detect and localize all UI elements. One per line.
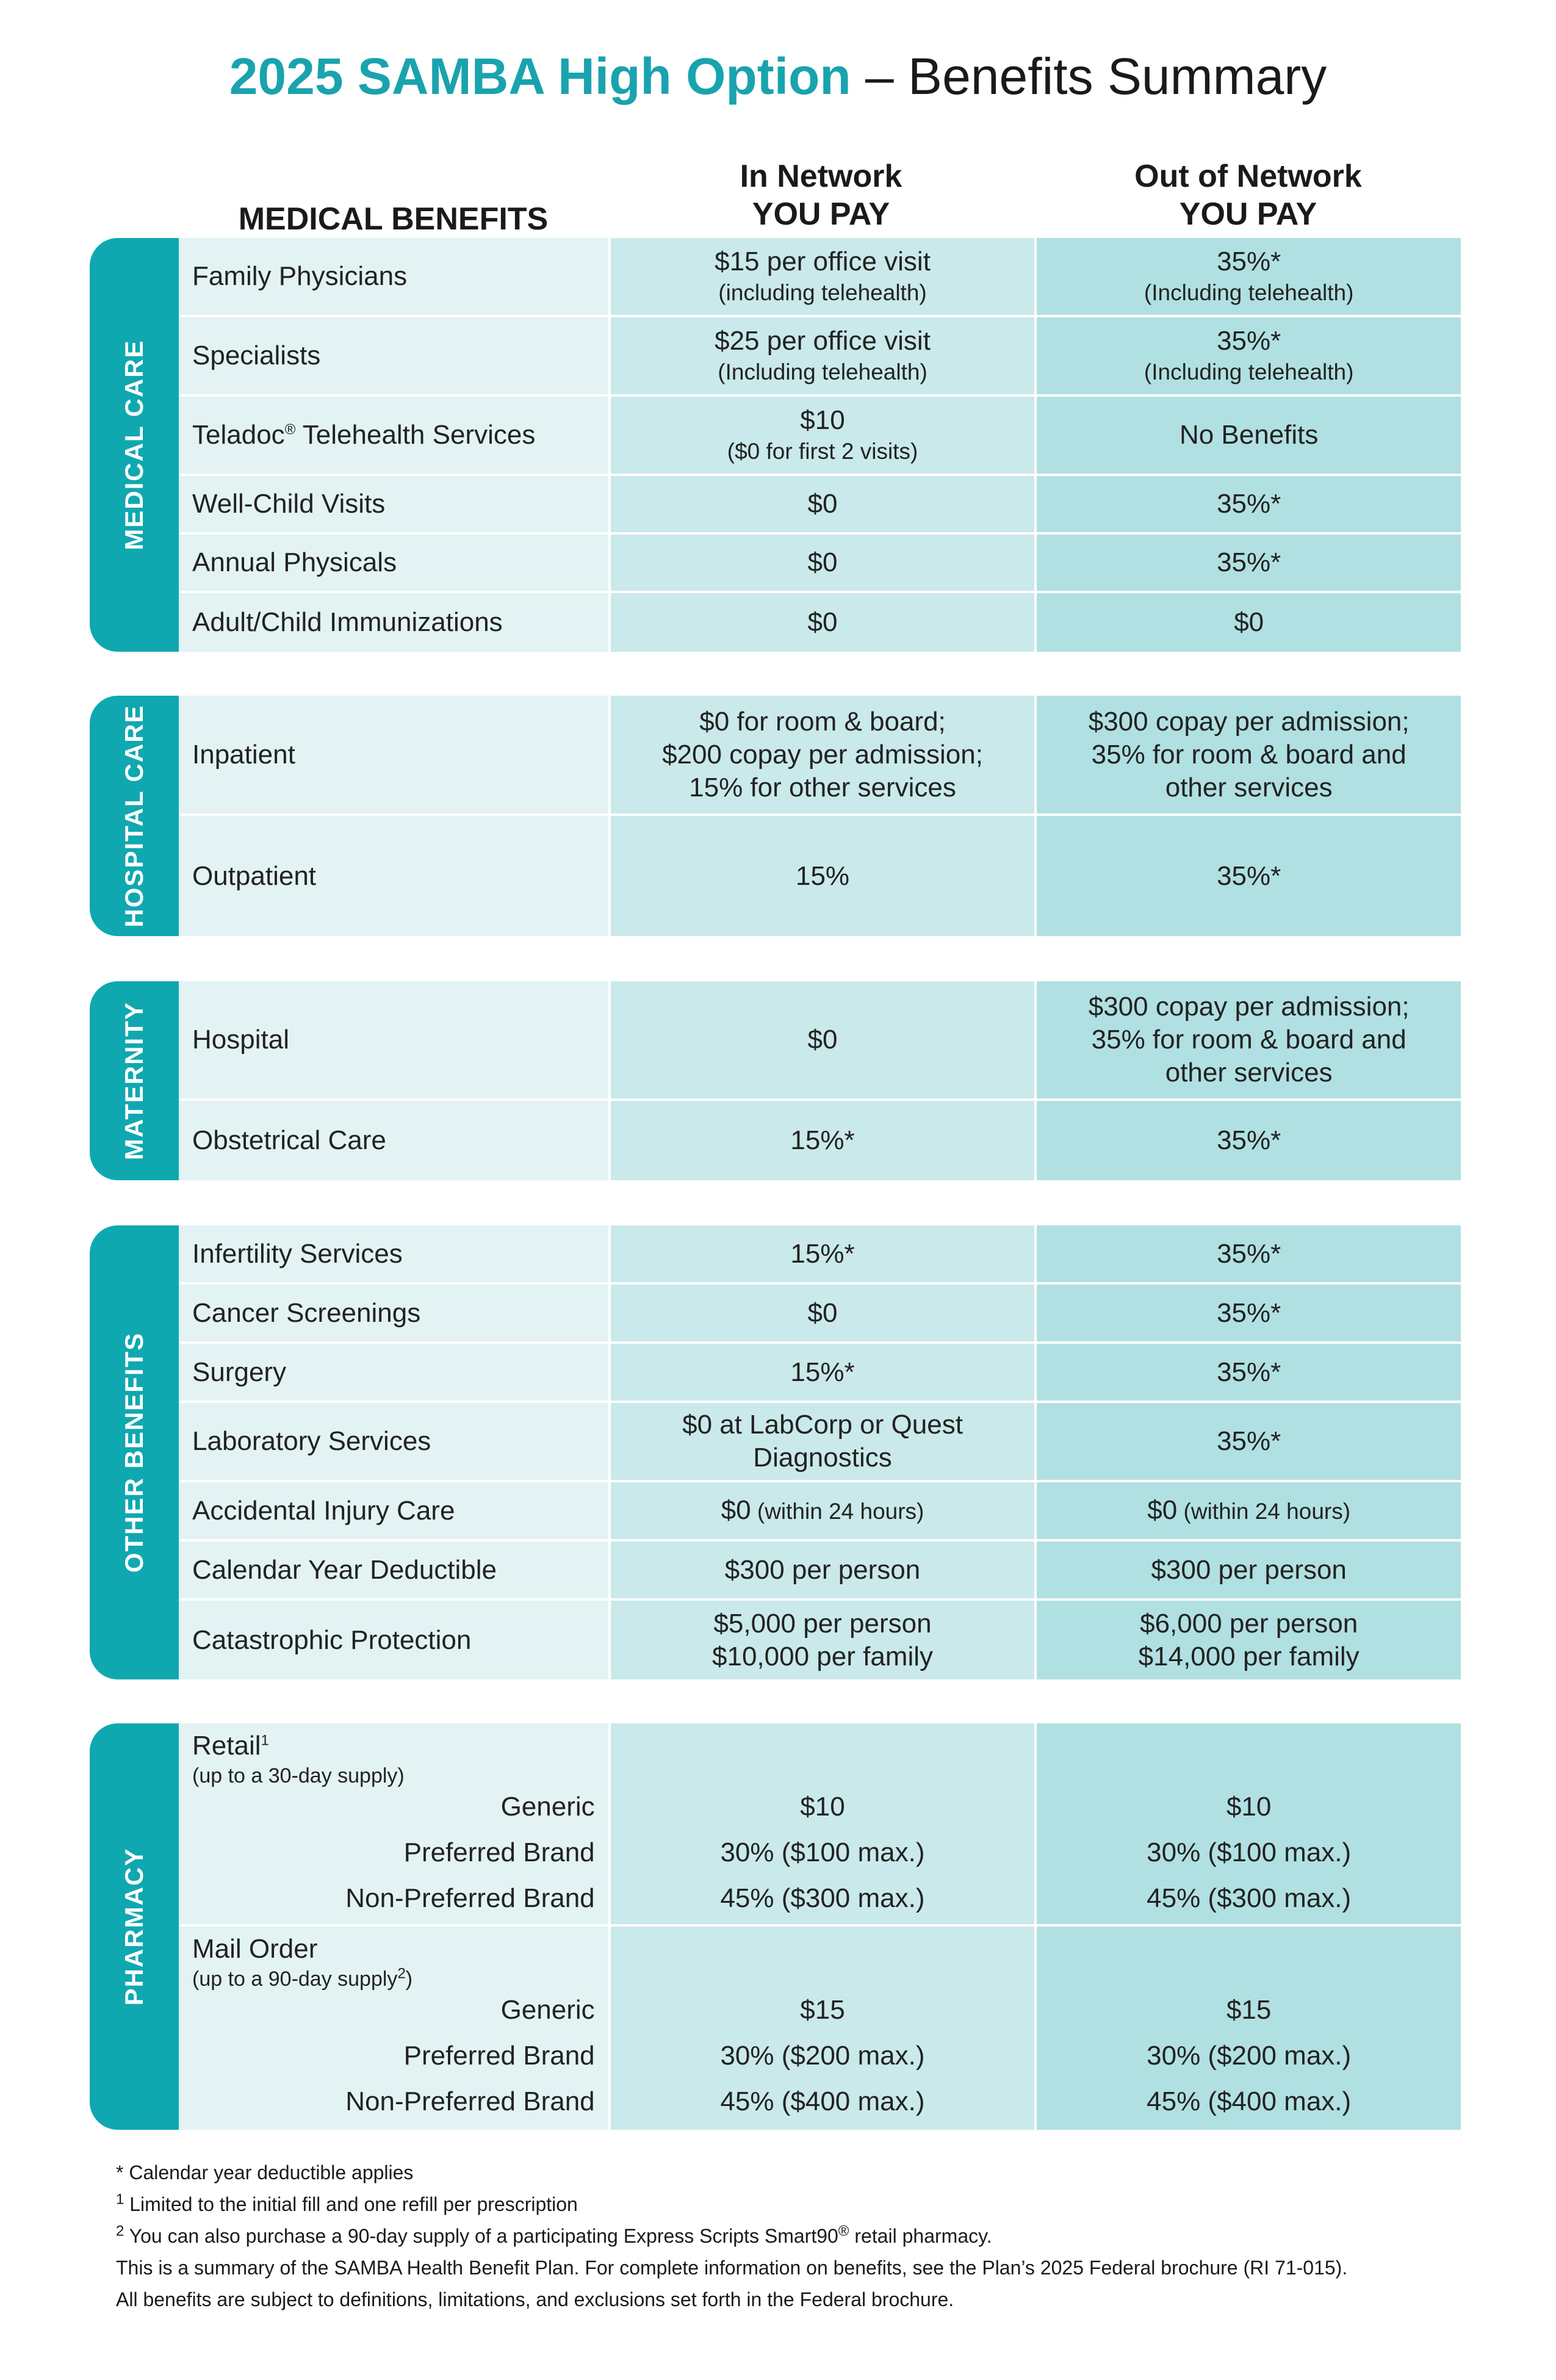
- footnote-marker: 2: [116, 2223, 124, 2240]
- value-line: $200 copay per admission;: [662, 739, 983, 770]
- out-network-value: 35%*: [1034, 1403, 1461, 1480]
- value-line: $300 copay per admission;: [1088, 992, 1410, 1022]
- out-network-value: [1034, 1601, 1461, 1679]
- value-line: other services: [1165, 772, 1333, 802]
- benefit-label: Inpatient: [179, 696, 608, 813]
- mail-order-out-network: [1034, 1927, 1461, 2130]
- medical-benefits-header: MEDICAL BENEFITS: [238, 201, 549, 237]
- value-line: $0 at LabCorp or Quest: [682, 1410, 963, 1440]
- benefit-label: Accidental Injury Care: [179, 1482, 608, 1539]
- in-network-value: $0: [608, 535, 1035, 591]
- value-main: 35%*: [1217, 326, 1281, 356]
- title-highlight: 2025 SAMBA High Option: [229, 48, 851, 105]
- in-network-value: [608, 397, 1035, 474]
- footnote-text-end: retail pharmacy.: [849, 2225, 992, 2247]
- benefit-label: Adult/Child Immunizations: [179, 593, 608, 652]
- value-note: (within 24 hours): [751, 1498, 924, 1524]
- benefit-label: Annual Physicals: [179, 535, 608, 591]
- mail-order-in-network: [608, 1927, 1035, 2130]
- benefit-label: Laboratory Services: [179, 1403, 608, 1480]
- drug-tier-label: Preferred Brand: [403, 2041, 595, 2071]
- table-row: [179, 816, 1461, 936]
- in-network-value: $0: [608, 981, 1035, 1098]
- in-network-value: $0: [608, 593, 1035, 652]
- value-line: other services: [1165, 1058, 1333, 1087]
- out-network-value: 35%*: [1034, 1101, 1461, 1180]
- table-row: [179, 397, 1461, 476]
- benefit-label: Obstetrical Care: [179, 1101, 608, 1180]
- value-main: $15 per office visit: [715, 247, 931, 276]
- out-network-value: No Benefits: [1034, 397, 1461, 474]
- in-network-value: [608, 238, 1035, 315]
- in-network-value: [608, 317, 1035, 394]
- out-network-header-line2: YOU PAY: [1179, 197, 1317, 232]
- registered-mark: ®: [284, 421, 296, 438]
- out-network-value: 45% ($300 max.): [1147, 1883, 1352, 1913]
- benefit-label: Family Physicians: [179, 238, 608, 315]
- out-network-value: 30% ($100 max.): [1147, 1837, 1352, 1867]
- page-title: [0, 43, 1556, 110]
- in-network-value: $0: [608, 476, 1035, 532]
- in-network-value: 15%*: [608, 1225, 1035, 1282]
- out-network-value: $15: [1226, 1995, 1272, 2025]
- benefit-label: Surgery: [179, 1344, 608, 1401]
- out-network-value: $10: [1226, 1792, 1272, 1822]
- benefit-label: [179, 397, 608, 474]
- benefit-label: Catastrophic Protection: [179, 1601, 608, 1679]
- footnote-marker: 1: [261, 1732, 269, 1749]
- value-line: $14,000 per family: [1138, 1641, 1360, 1671]
- title-rest: – Benefits Summary: [851, 48, 1327, 105]
- in-network-value: 45% ($300 max.): [720, 1883, 925, 1913]
- table-row: [179, 238, 1461, 317]
- in-network-value: $15: [800, 1995, 845, 2025]
- footnote-marker: 1: [116, 2191, 124, 2208]
- out-network-value: [1034, 238, 1461, 315]
- out-network-value: 35%*: [1034, 535, 1461, 591]
- out-network-value: 35%*: [1034, 476, 1461, 532]
- section-tab-label: PHARMACY: [120, 1847, 148, 2006]
- summary-disclaimer: This is a summary of the SAMBA Health Benefit Plan. For complete information on benefits, see the Plan’s 2025 Federal brochure (RI 71-015).: [116, 2257, 1348, 2279]
- supply-note-end: ): [405, 1967, 413, 1991]
- section-tab-label: OTHER BENEFITS: [120, 1332, 148, 1573]
- mail-order-labels: [179, 1927, 608, 2130]
- footnote-text: Limited to the initial fill and one refill per prescription: [124, 2193, 578, 2215]
- mail-order-block: [179, 1927, 1461, 2130]
- medical-care-section: [90, 238, 1461, 652]
- benefit-label: Calendar Year Deductible: [179, 1542, 608, 1598]
- in-network-header-line2: YOU PAY: [752, 197, 890, 232]
- drug-tier-label: Generic: [500, 1792, 595, 1822]
- footnote-marker: 2: [397, 1965, 406, 1982]
- benefit-label: Cancer Screenings: [179, 1285, 608, 1341]
- table-row: [179, 696, 1461, 816]
- retail-labels: [179, 1723, 608, 1924]
- benefit-label: Infertility Services: [179, 1225, 608, 1282]
- out-of-network-header: [1036, 157, 1461, 233]
- table-row: [179, 476, 1461, 535]
- in-network-value: [608, 696, 1035, 813]
- benefit-rows: [179, 981, 1461, 1180]
- value-note: ($0 for first 2 visits): [727, 439, 918, 464]
- value-line: 15% for other services: [689, 772, 956, 802]
- label-main: Teladoc: [192, 420, 285, 450]
- other-benefits-section: [90, 1225, 1461, 1679]
- out-network-value: [1034, 696, 1461, 813]
- footnote-text: You can also purchase a 90-day supply of a participating Express Scripts Smart90: [124, 2225, 838, 2247]
- in-network-value: 15%*: [608, 1344, 1035, 1401]
- value-note: (including telehealth): [718, 280, 927, 305]
- table-row: [179, 1101, 1461, 1180]
- value-main: $10: [800, 405, 845, 435]
- out-network-value: $0: [1034, 593, 1461, 652]
- in-network-value: 15%*: [608, 1101, 1035, 1180]
- value-line: $5,000 per person: [713, 1608, 932, 1639]
- table-row: [179, 1225, 1461, 1285]
- supply-note-text: (up to a 90-day supply: [192, 1967, 398, 1991]
- value-line: $10,000 per family: [712, 1641, 934, 1671]
- in-network-value: $10: [800, 1792, 845, 1822]
- value-main: $25 per office visit: [715, 326, 931, 356]
- retail-block: [179, 1723, 1461, 1927]
- value-line: 35% for room & board and: [1091, 739, 1407, 770]
- footnote-deductible: * Calendar year deductible applies: [116, 2162, 414, 2183]
- limitations-disclaimer: All benefits are subject to definitions, limitations, and exclusions set forth in the Federal brochure.: [116, 2288, 954, 2310]
- in-network-value: [608, 1482, 1035, 1539]
- benefit-label: Hospital: [179, 981, 608, 1098]
- benefit-rows: [179, 1225, 1461, 1679]
- drug-tier-label: Non-Preferred Brand: [345, 2086, 595, 2116]
- retail-out-network: [1034, 1723, 1461, 1924]
- in-network-value: 15%: [608, 816, 1035, 936]
- value-note: (Including telehealth): [718, 359, 927, 384]
- in-network-value: [608, 1403, 1035, 1480]
- table-row: [179, 981, 1461, 1101]
- value-main: $0: [721, 1495, 751, 1525]
- table-row: [179, 593, 1461, 652]
- mail-order-title: Mail Order: [192, 1934, 318, 1964]
- drug-tier-label: Generic: [500, 1995, 595, 2025]
- value-line: $6,000 per person: [1140, 1608, 1358, 1639]
- in-network-value: [608, 1601, 1035, 1679]
- section-tab-maternity: [90, 981, 179, 1180]
- in-network-value: 30% ($100 max.): [720, 1837, 925, 1867]
- in-network-value: $0: [608, 1285, 1035, 1341]
- footnotes: [116, 2160, 1489, 2319]
- retail-title: [192, 1731, 269, 1761]
- value-line: Diagnostics: [753, 1443, 892, 1473]
- benefit-rows: [179, 696, 1461, 936]
- section-tab-other-benefits: [90, 1225, 179, 1679]
- table-row: [179, 1403, 1461, 1482]
- out-network-value: [1034, 317, 1461, 394]
- value-main: 35%*: [1217, 247, 1281, 276]
- section-tab-label: MATERNITY: [120, 1001, 148, 1160]
- benefit-label: Outpatient: [179, 816, 608, 936]
- out-network-header-line1: Out of Network: [1134, 159, 1362, 194]
- out-network-value: [1034, 981, 1461, 1098]
- value-note: (Including telehealth): [1144, 359, 1354, 384]
- in-network-value: 45% ($400 max.): [720, 2086, 925, 2116]
- retail-title-text: Retail: [192, 1731, 261, 1761]
- out-network-value: $300 per person: [1034, 1542, 1461, 1598]
- in-network-header-line1: In Network: [740, 159, 902, 194]
- table-row: [179, 1601, 1461, 1679]
- drug-tier-label: Non-Preferred Brand: [345, 1883, 595, 1913]
- value-line: 35% for room & board and: [1091, 1025, 1407, 1055]
- mail-order-supply-note: [192, 1967, 412, 1991]
- section-tab-hospital-care: [90, 696, 179, 936]
- benefit-rows: [179, 1723, 1461, 2130]
- footnote-refill: [116, 2192, 1489, 2216]
- in-network-value: 30% ($200 max.): [720, 2041, 925, 2071]
- benefit-rows: [179, 238, 1461, 652]
- drug-tier-label: Preferred Brand: [403, 1837, 595, 1867]
- maternity-section: [90, 981, 1461, 1180]
- value-note: (Including telehealth): [1144, 280, 1354, 305]
- label-rest: Telehealth Services: [295, 420, 536, 450]
- section-tab-label: MEDICAL CARE: [120, 339, 148, 550]
- value-note: (within 24 hours): [1177, 1498, 1351, 1524]
- out-network-value: 35%*: [1034, 816, 1461, 936]
- retail-in-network: [608, 1723, 1035, 1924]
- table-row: [179, 317, 1461, 397]
- table-row: [179, 1482, 1461, 1542]
- value-line: $0 for room & board;: [699, 706, 946, 737]
- section-tab-medical-care: [90, 238, 179, 652]
- out-network-value: 35%*: [1034, 1285, 1461, 1341]
- table-row: [179, 535, 1461, 593]
- benefit-label: Specialists: [179, 317, 608, 394]
- in-network-header: [608, 157, 1034, 233]
- out-network-value: 45% ($400 max.): [1147, 2086, 1352, 2116]
- out-network-value: 30% ($200 max.): [1147, 2041, 1352, 2071]
- hospital-care-section: [90, 696, 1461, 936]
- value-line: $300 copay per admission;: [1088, 706, 1410, 737]
- benefit-label: Well-Child Visits: [179, 476, 608, 532]
- out-network-value: 35%*: [1034, 1225, 1461, 1282]
- registered-mark: ®: [838, 2223, 849, 2240]
- table-row: [179, 1285, 1461, 1344]
- table-row: [179, 1542, 1461, 1601]
- pharmacy-section: [90, 1723, 1461, 2130]
- value-main: $0: [1147, 1495, 1178, 1525]
- retail-supply-note: (up to a 30-day supply): [192, 1764, 405, 1787]
- out-network-value: 35%*: [1034, 1344, 1461, 1401]
- section-tab-label: HOSPITAL CARE: [120, 704, 148, 928]
- out-network-value: [1034, 1482, 1461, 1539]
- in-network-value: $300 per person: [608, 1542, 1035, 1598]
- footnote-smart90: [116, 2224, 1489, 2248]
- table-row: [179, 1344, 1461, 1403]
- section-tab-pharmacy: [90, 1723, 179, 2130]
